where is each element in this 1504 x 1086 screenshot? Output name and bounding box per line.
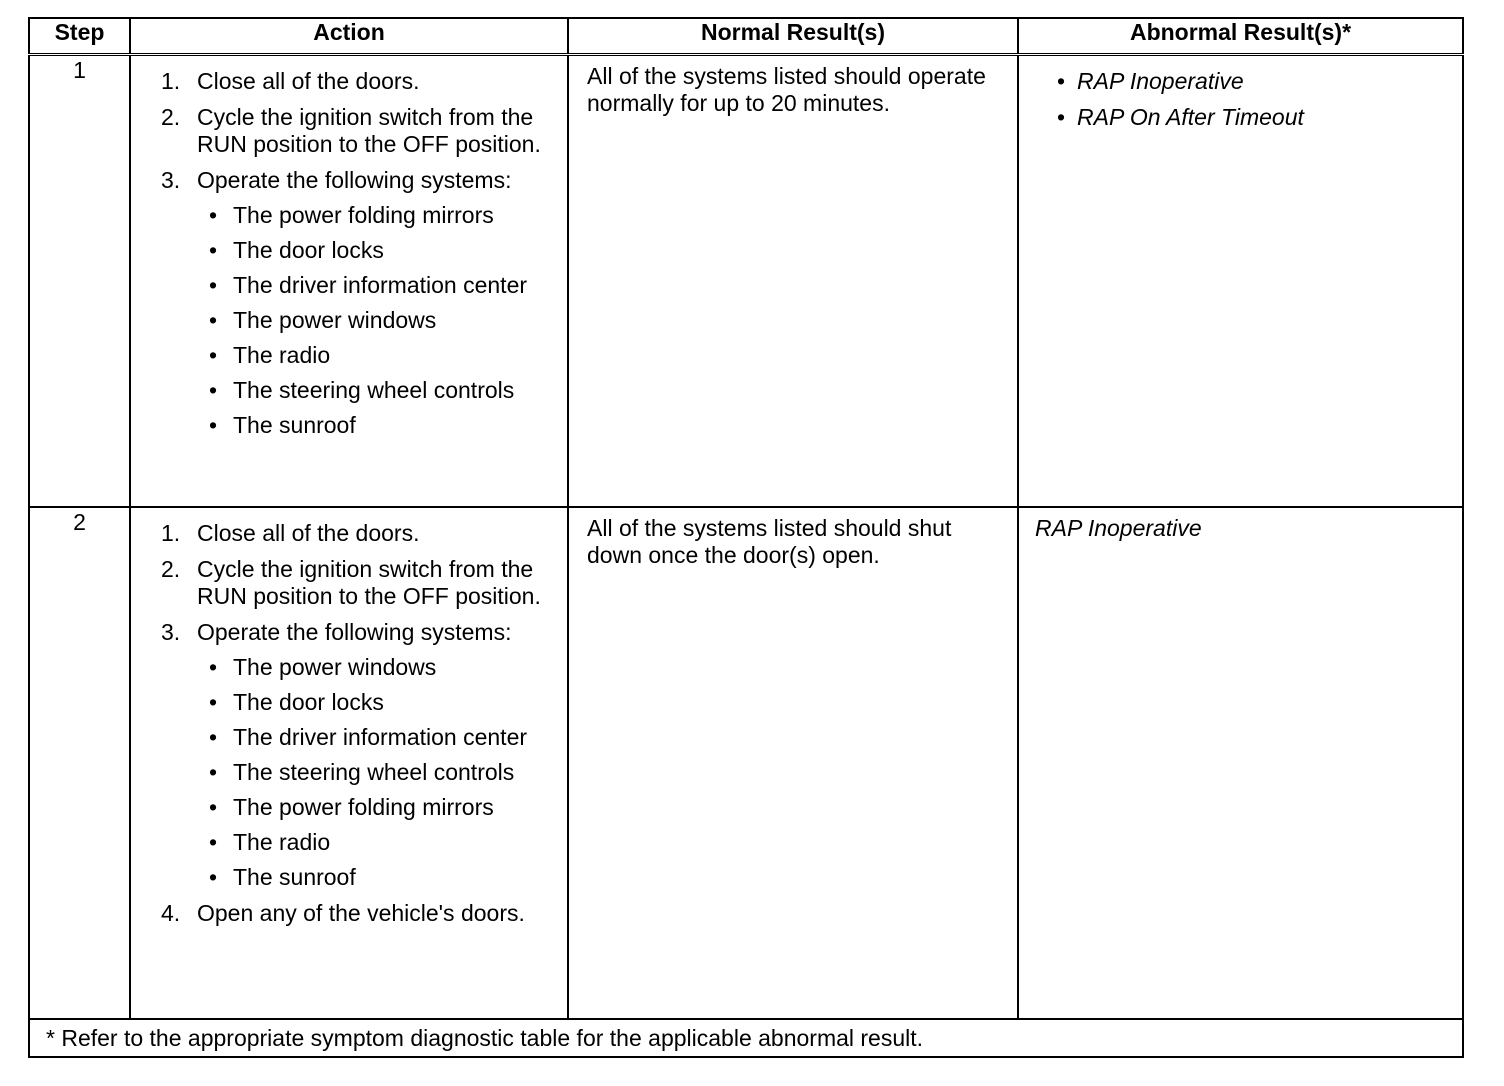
- system-item: • The power folding mirrors: [197, 202, 557, 229]
- system-item: • The radio: [197, 829, 557, 856]
- action-text: Close all of the doors.: [197, 519, 420, 546]
- abnormal-item: RAP Inoperative: [1035, 514, 1202, 541]
- action-list: [161, 68, 557, 439]
- item-number: 3.: [161, 167, 181, 193]
- step-number: 2: [29, 507, 130, 1019]
- system-item: • The door locks: [197, 237, 557, 264]
- footnote-row: [29, 1019, 1463, 1057]
- action-item: [161, 556, 557, 610]
- item-number: 3.: [161, 618, 181, 645]
- abnormal-list: [1057, 68, 1452, 131]
- item-number: 2.: [161, 555, 181, 582]
- system-item: • The power windows: [197, 307, 557, 334]
- normal-result: All of the systems listed should operate normally for up to 20 minutes.: [568, 55, 1018, 507]
- item-number: 4.: [161, 899, 181, 926]
- table-row: [29, 507, 1463, 1019]
- step-number: 1: [29, 55, 130, 507]
- header-row: [29, 18, 1463, 55]
- systems-list: [197, 202, 557, 439]
- action-item: [161, 900, 557, 927]
- system-item: • The power windows: [197, 654, 557, 681]
- action-item: [161, 619, 557, 891]
- abnormal-result-cell: [1018, 507, 1463, 1019]
- diagnostic-table: [28, 17, 1464, 1058]
- abnormal-item: • RAP On After Timeout: [1057, 104, 1452, 131]
- action-item: [161, 104, 557, 158]
- header-normal-results: Normal Result(s): [568, 18, 1018, 55]
- item-number: 1.: [161, 519, 181, 546]
- system-item: • The sunroof: [197, 412, 557, 439]
- action-text: Operate the following systems:: [197, 167, 512, 193]
- header-step: Step: [29, 18, 130, 55]
- action-text: Cycle the ignition switch from the RUN position to the OFF position.: [197, 104, 541, 157]
- table-row: [29, 55, 1463, 507]
- action-text: Close all of the doors.: [197, 68, 420, 94]
- action-text: Open any of the vehicle's doors.: [197, 899, 525, 926]
- abnormal-item: • RAP Inoperative: [1057, 68, 1452, 95]
- action-list: [161, 520, 557, 927]
- systems-list: [197, 654, 557, 891]
- system-item: • The door locks: [197, 689, 557, 716]
- action-text: Cycle the ignition switch from the RUN position to the OFF position.: [197, 555, 541, 609]
- action-item: [161, 167, 557, 439]
- action-item: [161, 68, 557, 95]
- item-number: 2.: [161, 104, 181, 130]
- action-text: Operate the following systems:: [197, 618, 512, 645]
- action-cell: [130, 55, 568, 507]
- system-item: • The steering wheel controls: [197, 759, 557, 786]
- action-item: [161, 520, 557, 547]
- system-item: • The steering wheel controls: [197, 377, 557, 404]
- header-abnormal-results: Abnormal Result(s)*: [1018, 18, 1463, 55]
- system-item: • The radio: [197, 342, 557, 369]
- item-number: 1.: [161, 68, 181, 94]
- system-item: • The sunroof: [197, 864, 557, 891]
- system-item: • The driver information center: [197, 724, 557, 751]
- action-cell: [130, 507, 568, 1019]
- header-action: Action: [130, 18, 568, 55]
- system-item: • The driver information center: [197, 272, 557, 299]
- abnormal-result-cell: [1018, 55, 1463, 507]
- system-item: • The power folding mirrors: [197, 794, 557, 821]
- normal-result: All of the systems listed should shut down once the door(s) open.: [568, 507, 1018, 1019]
- footnote: * Refer to the appropriate symptom diagnostic table for the applicable abnormal result.: [29, 1019, 1463, 1057]
